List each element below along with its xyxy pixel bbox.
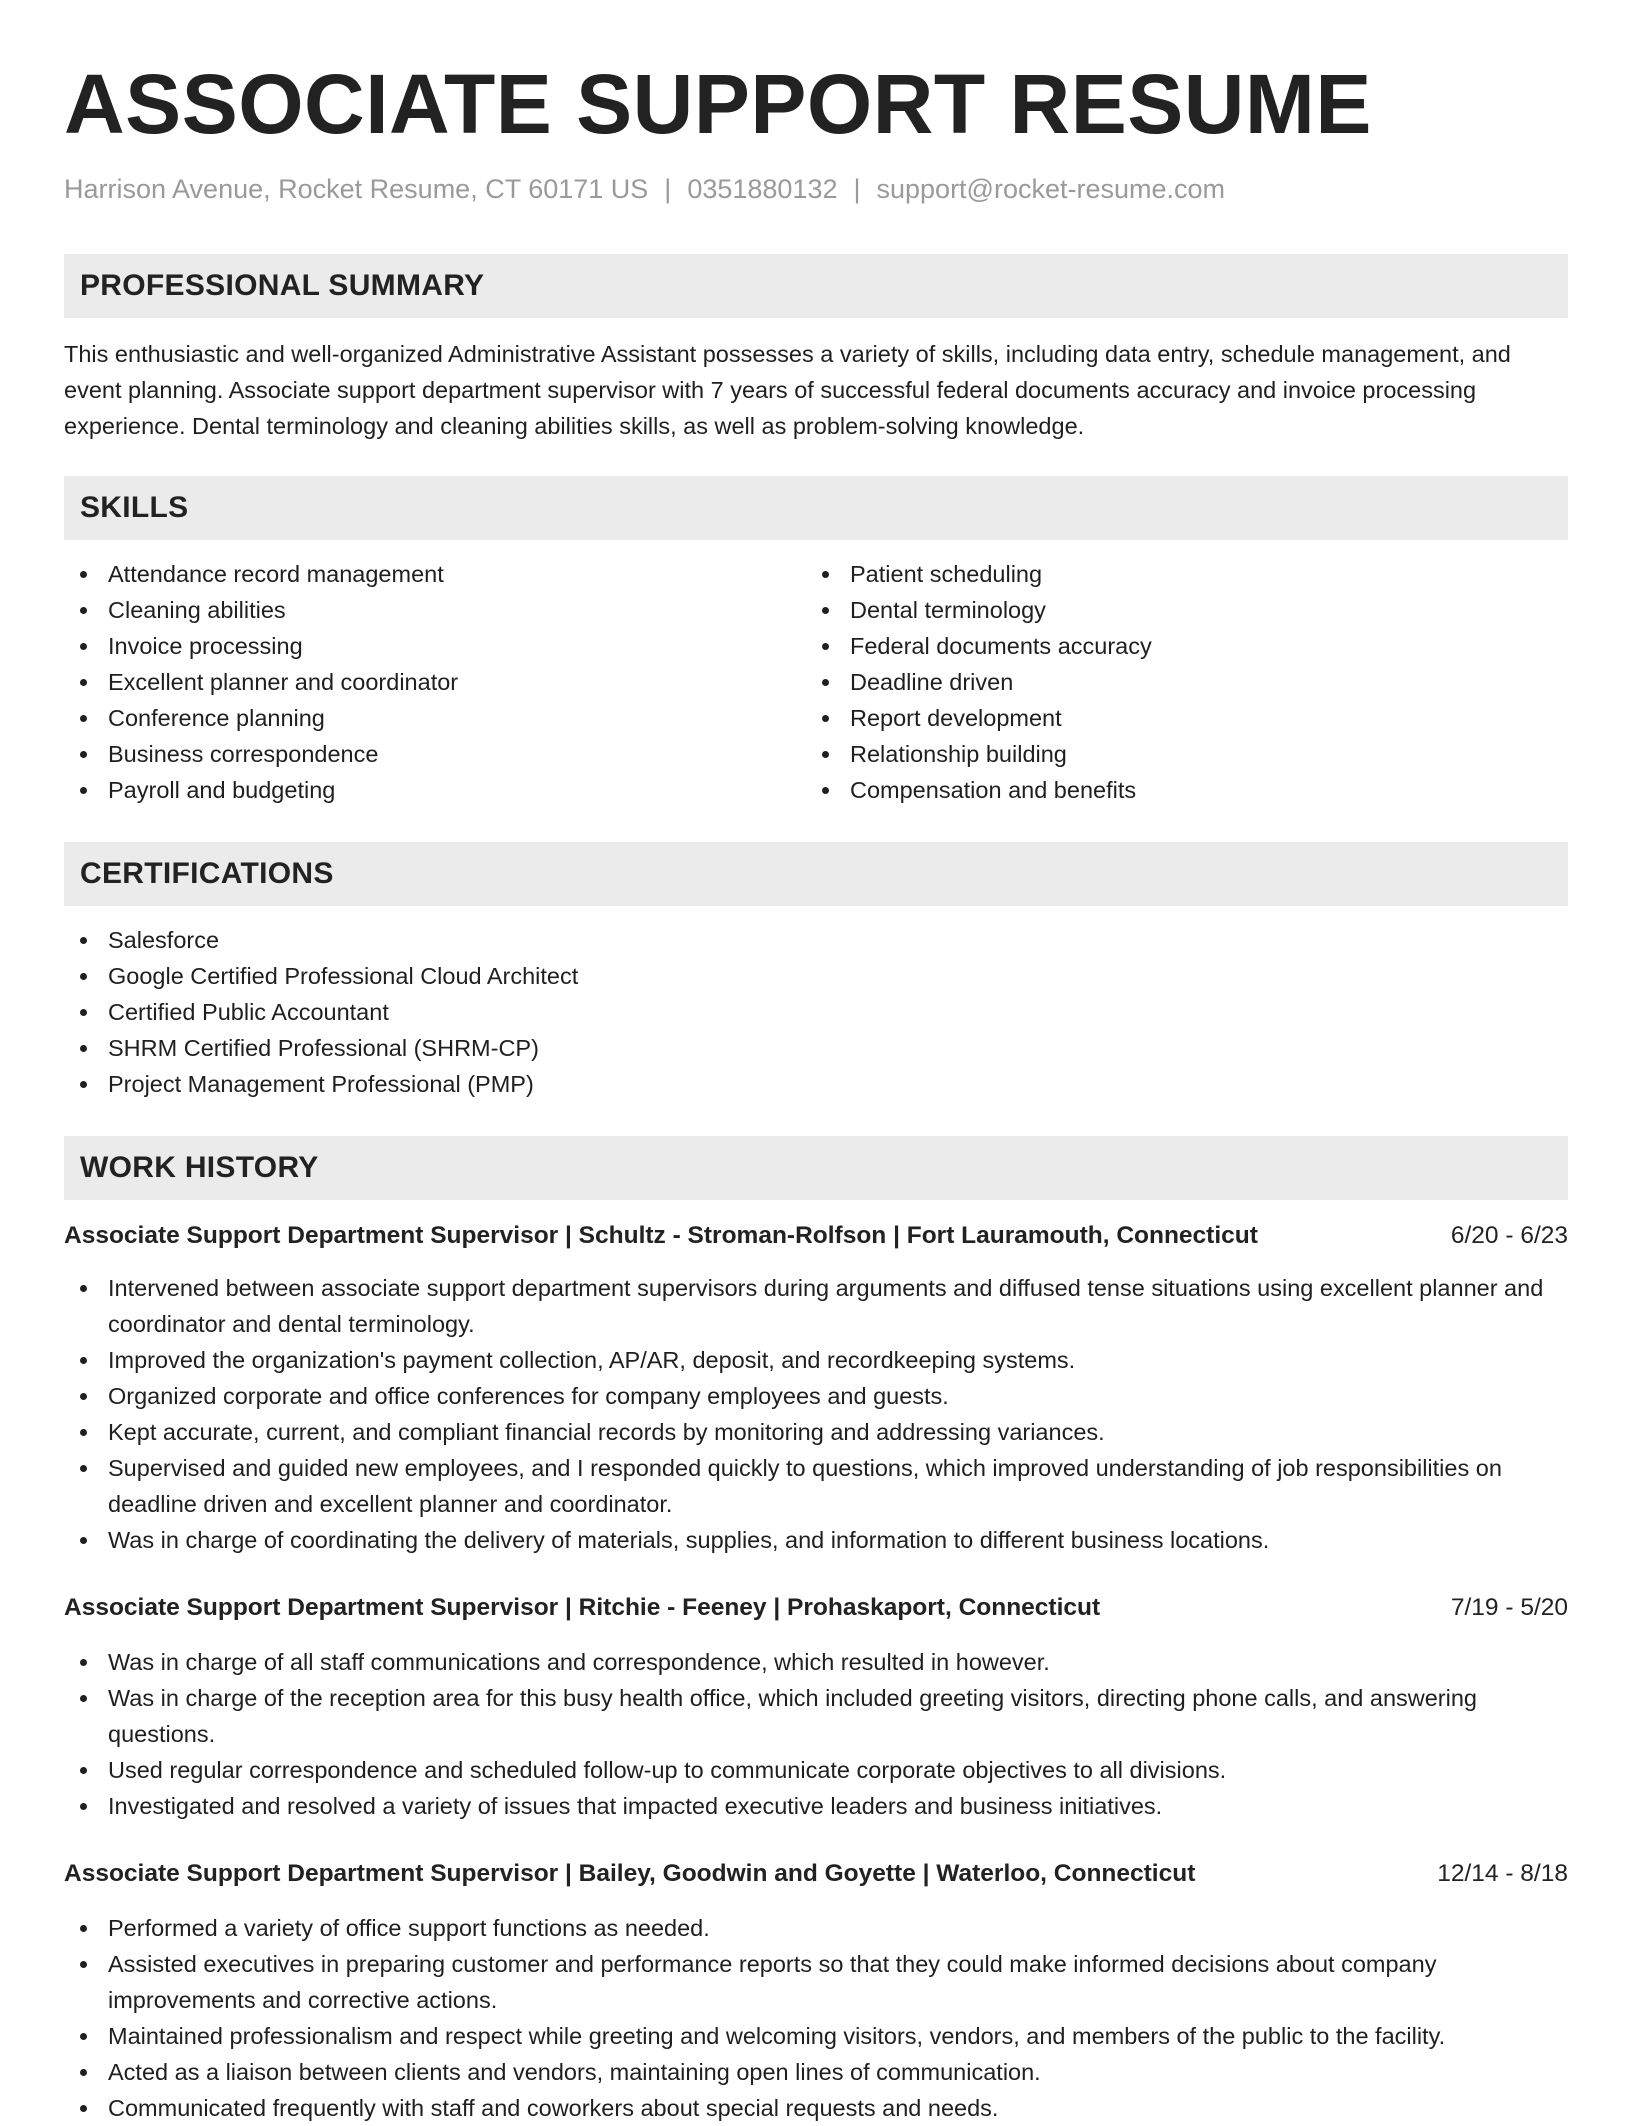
job-bullet-list [64, 1270, 1568, 1558]
contact-separator: | [664, 174, 672, 204]
certification-item: SHRM Certified Professional (SHRM-CP) [64, 1030, 1568, 1066]
skill-item: Deadline driven [806, 664, 1548, 700]
certification-item: Salesforce [64, 922, 1568, 958]
skills-column-left [64, 556, 806, 808]
skill-item: Excellent planner and coordinator [64, 664, 806, 700]
skill-item: Cleaning abilities [64, 592, 806, 628]
contact-line [64, 172, 1568, 206]
skill-item: Report development [806, 700, 1548, 736]
contact-phone: 0351880132 [687, 174, 838, 204]
job-dates: 6/20 - 6/23 [1450, 1222, 1568, 1249]
skill-item: Relationship building [806, 736, 1548, 772]
job-bullet: Kept accurate, current, and compliant financial records by monitoring and addressing variances. [64, 1414, 1568, 1450]
skill-item: Dental terminology [806, 592, 1548, 628]
section-heading-summary: PROFESSIONAL SUMMARY [64, 254, 1568, 318]
job-bullet: Performed a variety of office support functions as needed. [64, 1910, 1568, 1946]
job-bullet: Communicated frequently with staff and coworkers about special requests and needs. [64, 2090, 1568, 2126]
certification-item: Certified Public Accountant [64, 994, 1568, 1030]
job-title: Associate Support Department Supervisor | Bailey, Goodwin and Goyette | Waterloo, Connecticut [64, 1860, 1196, 1887]
contact-separator: | [853, 174, 861, 204]
job-bullet-list [64, 1910, 1568, 2126]
job-bullet-list [64, 1644, 1568, 1824]
summary-text: This enthusiastic and well-organized Administrative Assistant possesses a variety of skills, including data entry, schedule management, and event planning. Associate support department supervisor with 7 years of successful federal documents accuracy and invoice processing experience. Dental terminology and cleaning abilities skills, as well as problem-solving knowledge. [64, 341, 1511, 439]
skill-item: Conference planning [64, 700, 806, 736]
certifications-list [64, 922, 1568, 1102]
job-title: Associate Support Department Supervisor | Ritchie - Feeney | Prohaskaport, Connecticut [64, 1594, 1101, 1621]
job-title: Associate Support Department Supervisor | Schultz - Stroman-Rolfson | Fort Lauramouth, Connecticut [64, 1222, 1258, 1249]
skill-item: Federal documents accuracy [806, 628, 1548, 664]
job-bullet: Intervened between associate support department supervisors during arguments and diffused tense situations using excellent planner and coordinator and dental terminology. [64, 1270, 1568, 1342]
section-heading-work-history: WORK HISTORY [64, 1136, 1568, 1200]
job-bullet: Was in charge of all staff communications and correspondence, which resulted in however. [64, 1644, 1568, 1680]
section-heading-certifications: CERTIFICATIONS [64, 842, 1568, 906]
job-dates: 7/19 - 5/20 [1450, 1594, 1568, 1621]
job-bullet: Improved the organization's payment collection, AP/AR, deposit, and recordkeeping systems. [64, 1342, 1568, 1378]
job-bullet: Organized corporate and office conferences for company employees and guests. [64, 1378, 1568, 1414]
job-header [64, 1590, 1568, 1626]
skill-item: Payroll and budgeting [64, 772, 806, 808]
job-header [64, 1218, 1568, 1254]
job-bullet: Assisted executives in preparing customer and performance reports so that they could make informed decisions about company improvements and corrective actions. [64, 1946, 1568, 2018]
skill-item: Compensation and benefits [806, 772, 1548, 808]
job-bullet: Was in charge of coordinating the delivery of materials, supplies, and information to different business locations. [64, 1522, 1568, 1558]
job-bullet: Acted as a liaison between clients and vendors, maintaining open lines of communication. [64, 2054, 1568, 2090]
job-bullet: Used regular correspondence and scheduled follow-up to communicate corporate objectives to all divisions. [64, 1752, 1568, 1788]
skills-column-right [806, 556, 1548, 808]
contact-address: Harrison Avenue, Rocket Resume, CT 60171 US [64, 174, 649, 204]
skill-item: Patient scheduling [806, 556, 1548, 592]
skill-item: Invoice processing [64, 628, 806, 664]
skill-item: Business correspondence [64, 736, 806, 772]
resume-page [64, 0, 1568, 2126]
contact-email: support@rocket-resume.com [876, 174, 1226, 204]
certification-item: Google Certified Professional Cloud Architect [64, 958, 1568, 994]
job-bullet: Supervised and guided new employees, and I responded quickly to questions, which improved understanding of job responsibilities on deadline driven and excellent planner and coordinator. [64, 1450, 1568, 1522]
certification-item: Project Management Professional (PMP) [64, 1066, 1568, 1102]
job-header [64, 1856, 1568, 1892]
job-bullet: Maintained professionalism and respect while greeting and welcoming visitors, vendors, and members of the public to the facility. [64, 2018, 1568, 2054]
skills-grid [64, 556, 1568, 808]
skill-item: Attendance record management [64, 556, 806, 592]
job-dates: 12/14 - 8/18 [1437, 1860, 1568, 1887]
job-bullet: Investigated and resolved a variety of issues that impacted executive leaders and business initiatives. [64, 1788, 1568, 1824]
job-bullet: Was in charge of the reception area for this busy health office, which included greeting visitors, directing phone calls, and answering questions. [64, 1680, 1568, 1752]
resume-title: ASSOCIATE SUPPORT RESUME [64, 57, 1372, 151]
section-heading-skills: SKILLS [64, 476, 1568, 540]
